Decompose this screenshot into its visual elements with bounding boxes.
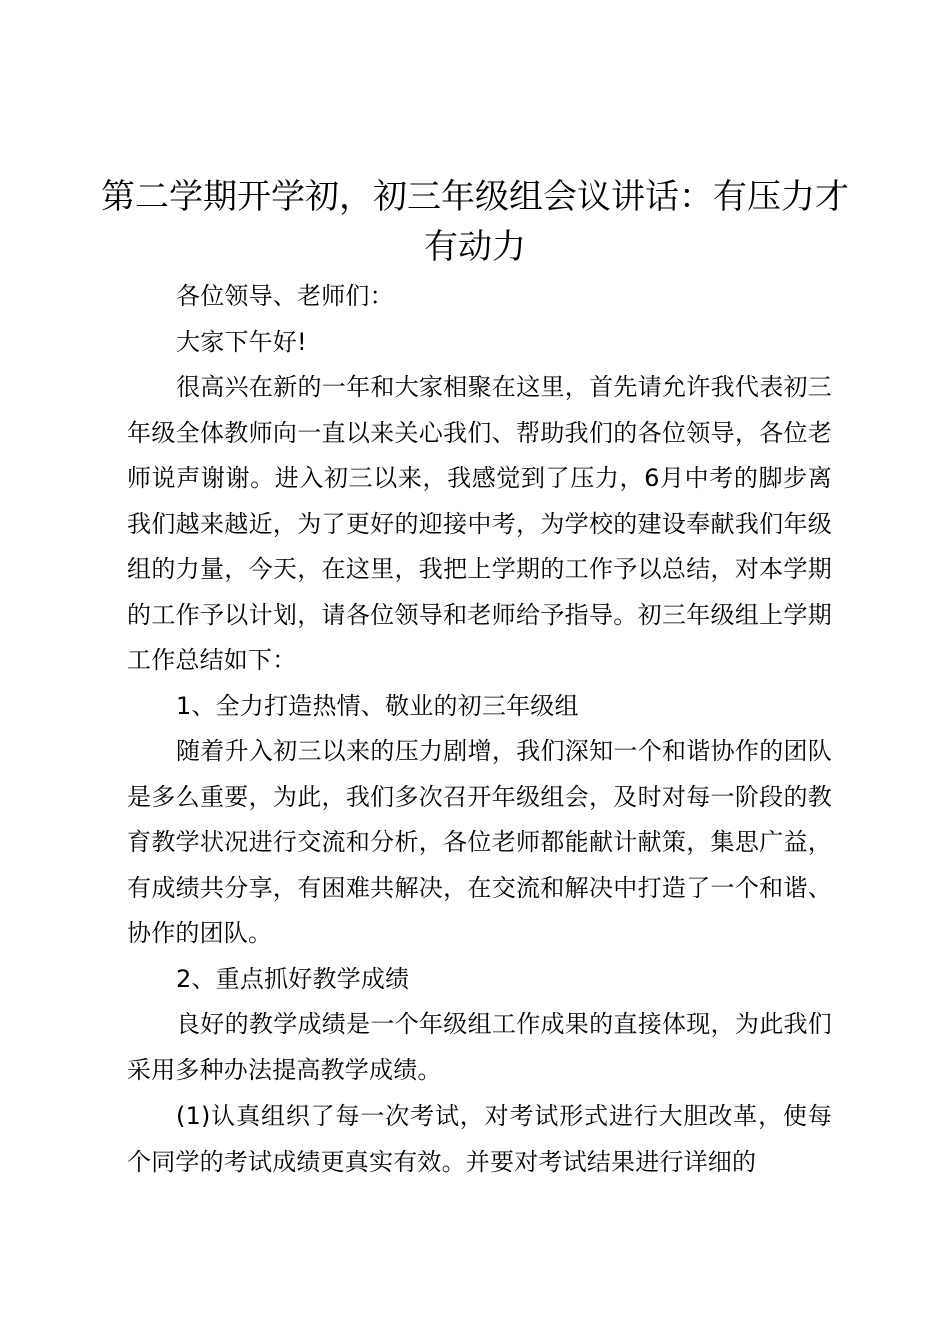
document-body [127,274,832,1185]
section-2-item-1: (1)认真组织了每一次考试，对考试形式进行大胆改革，使每个同学的考试成绩更真实有效。并要对考试结果进行详细的 [127,1102,832,1176]
intro-paragraph: 很高兴在新的一年和大家相聚在这里，首先请允许我代表初三年级全体教师向一直以来关心我们、帮助我们的各位领导，各位老师说声谢谢。进入初三以来，我感觉到了压力，6月中考的脚步离我们越来越近，为了更好的迎接中考，为学校的建设奉献我们年级组的力量，今天，在这里，我把上学期的工作予以总结，对本学期的工作予以计划，请各位领导和老师给予指导。初三年级组上学期工作总结如下： [127,373,832,674]
greeting-paragraph: 大家下午好! [176,327,307,356]
section-heading-1: 1、全力打造热情、敬业的初三年级组 [176,691,579,720]
section-2-paragraph: 良好的教学成绩是一个年级组工作成果的直接体现，为此我们采用多种办法提高教学成绩。 [127,1010,832,1084]
salutation-paragraph: 各位领导、老师们： [176,282,394,310]
section-heading-2: 2、重点抓好教学成绩 [176,964,410,993]
document-title: 第二学期开学初，初三年级组会议讲话：有压力才有动力 [101,177,849,267]
section-1-paragraph: 随着升入初三以来的压力剧增，我们深知一个和谐协作的团队是多么重要，为此，我们多次召开年级组会，及时对每一阶段的教育教学状况进行交流和分析，各位老师都能献计献策，集思广益，有成绩共分享，有困难共解决，在交流和解决中打造了一个和谐、协作的团队。 [127,737,832,947]
